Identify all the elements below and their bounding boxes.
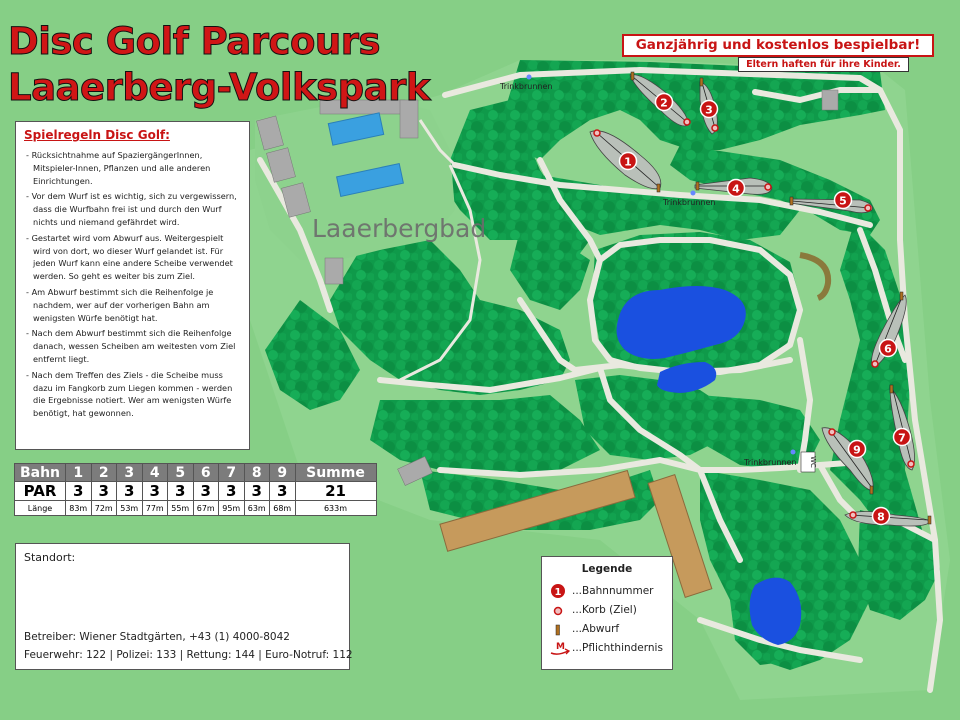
par-cell: 3 — [193, 482, 219, 501]
hole-marker-3 — [701, 101, 718, 118]
svg-text:1: 1 — [624, 155, 632, 169]
rule-item: - Am Abwurf bestimmt sich die Reihenfolge je nachdem, wer auf der vorherigen Bahn am wenigsten Würfe benötigt hat. — [24, 286, 243, 324]
legend-item-hole-number — [550, 583, 664, 602]
length-cell: 55m — [168, 501, 194, 516]
svg-text:Trinkbrunnen: Trinkbrunnen — [663, 198, 716, 207]
legend-item-mandatory — [550, 640, 664, 659]
length-cell: 95m — [219, 501, 245, 516]
rule-item: - Rücksichtnahme auf SpaziergängerInnen, Mitspieler-Innen, Pflanzen und alle anderen Einrichtungen. — [24, 149, 243, 187]
rule-item: - Nach dem Treffen des Ziels - die Scheibe muss dazu im Fangkorb zum Liegen kommen - werden die Ergebnisse notiert. Wer am wenigsten Würfe benötigt, hat gewonnen. — [24, 369, 243, 420]
hole-marker-9 — [849, 441, 866, 458]
rule-item: - Gestartet wird vom Abwurf aus. Weitergespielt wird von dort, wo dieser Wurf gelandet ist. Für jeden Wurf kann eine andere Scheibe verwendet werden. So geht es weiter bis zum Ziel. — [24, 232, 243, 283]
scorecard-table — [14, 463, 377, 516]
legend-label: ...Abwurf — [572, 623, 620, 635]
length-cell: 68m — [270, 501, 296, 516]
legend-label: ...Bahnnummer — [572, 585, 654, 597]
legend-box — [541, 556, 673, 670]
legend-label: ...Pflichthindernis — [572, 642, 663, 654]
par-total: 21 — [295, 482, 376, 501]
hole-header: 2 — [91, 464, 117, 482]
svg-text:3: 3 — [705, 103, 713, 117]
bahn-header: Bahn — [15, 464, 66, 482]
par-cell: 3 — [219, 482, 245, 501]
hole-header: 5 — [168, 464, 194, 482]
hole-header: 4 — [142, 464, 168, 482]
par-cell: 3 — [66, 482, 92, 501]
par-cell: 3 — [117, 482, 143, 501]
length-cell: 63m — [244, 501, 270, 516]
svg-text:9: 9 — [853, 443, 861, 457]
svg-text:4: 4 — [732, 182, 740, 196]
par-label: PAR — [15, 482, 66, 501]
hole-header: 6 — [193, 464, 219, 482]
legend-item-basket — [550, 602, 664, 621]
scorecard-header-row — [15, 464, 377, 482]
svg-text:WC: WC — [809, 456, 817, 468]
hole-header: 8 — [244, 464, 270, 482]
legend-item-tee — [550, 621, 664, 640]
tee-icon — [550, 621, 568, 639]
svg-text:7: 7 — [898, 431, 906, 445]
hole-marker-6 — [880, 340, 897, 357]
hole-marker-8 — [873, 508, 890, 525]
wc-building — [801, 452, 817, 472]
location-info-box — [15, 543, 353, 670]
hole-header: 7 — [219, 464, 245, 482]
rule-item: - Vor dem Wurf ist es wichtig, sich zu vergewissern, dass die Wurfbahn frei ist und durch den Wurf nichts und niemand gefährdet wird. — [24, 190, 243, 228]
svg-text:2: 2 — [660, 96, 668, 110]
length-cell: 83m — [66, 501, 92, 516]
mandatory-obstacle-icon — [550, 640, 572, 658]
length-cell: 72m — [91, 501, 117, 516]
par-cell: 3 — [270, 482, 296, 501]
svg-text:8: 8 — [877, 510, 885, 524]
svg-text:M: M — [556, 642, 565, 652]
hole-header: 1 — [66, 464, 92, 482]
length-total: 633m — [295, 501, 376, 516]
length-cell: 77m — [142, 501, 168, 516]
location-label: Standort: — [24, 551, 76, 564]
par-cell: 3 — [244, 482, 270, 501]
legend-label: ...Korb (Ziel) — [572, 604, 637, 616]
rules-panel — [15, 121, 250, 450]
access-banner: Ganzjährig und kostenlos bespielbar! — [622, 34, 934, 57]
emergency-numbers: Feuerwehr: 122 | Polizei: 133 | Rettung: 144 | Euro-Notruf: 112 — [24, 649, 353, 661]
hole-marker-5 — [835, 192, 852, 209]
hole-marker-7 — [894, 429, 911, 446]
basket-target-icon — [550, 602, 568, 620]
par-cell: 3 — [91, 482, 117, 501]
title-line-1: Disc Golf Parcours — [8, 20, 380, 63]
scorecard-par-row — [15, 482, 377, 501]
rules-list — [24, 149, 243, 420]
legend-title: Legende — [581, 563, 633, 575]
hole-marker-1 — [620, 153, 637, 170]
hole-marker-4 — [728, 180, 745, 197]
par-cell: 3 — [142, 482, 168, 501]
operator-info: Betreiber: Wiener Stadtgärten, +43 (1) 4000-8042 — [24, 631, 290, 643]
svg-text:Trinkbrunnen: Trinkbrunnen — [744, 458, 797, 467]
svg-text:1: 1 — [554, 587, 562, 598]
scorecard-length-row — [15, 501, 377, 516]
svg-text:Trinkbrunnen: Trinkbrunnen — [500, 82, 553, 91]
hole-header: 3 — [117, 464, 143, 482]
svg-text:6: 6 — [884, 342, 892, 356]
pool-label: Laaerbergbad — [312, 214, 487, 243]
length-label: Länge — [15, 501, 66, 516]
rule-item: - Nach dem Abwurf bestimmt sich die Reihenfolge danach, wessen Scheiben am weitesten vom Ziel entfernt liegt. — [24, 327, 243, 365]
hole-marker-2 — [656, 94, 673, 111]
length-cell: 67m — [193, 501, 219, 516]
par-cell: 3 — [168, 482, 194, 501]
svg-text:5: 5 — [839, 194, 847, 208]
hole-number-icon — [550, 583, 568, 601]
sum-header: Summe — [295, 464, 376, 482]
title-line-2: Laaerberg-Volkspark — [8, 66, 430, 109]
rules-heading: Spielregeln Disc Golf: — [24, 128, 170, 142]
hole-header: 9 — [270, 464, 296, 482]
parent-liability-note: Eltern haften für ihre Kinder. — [738, 57, 909, 72]
length-cell: 53m — [117, 501, 143, 516]
